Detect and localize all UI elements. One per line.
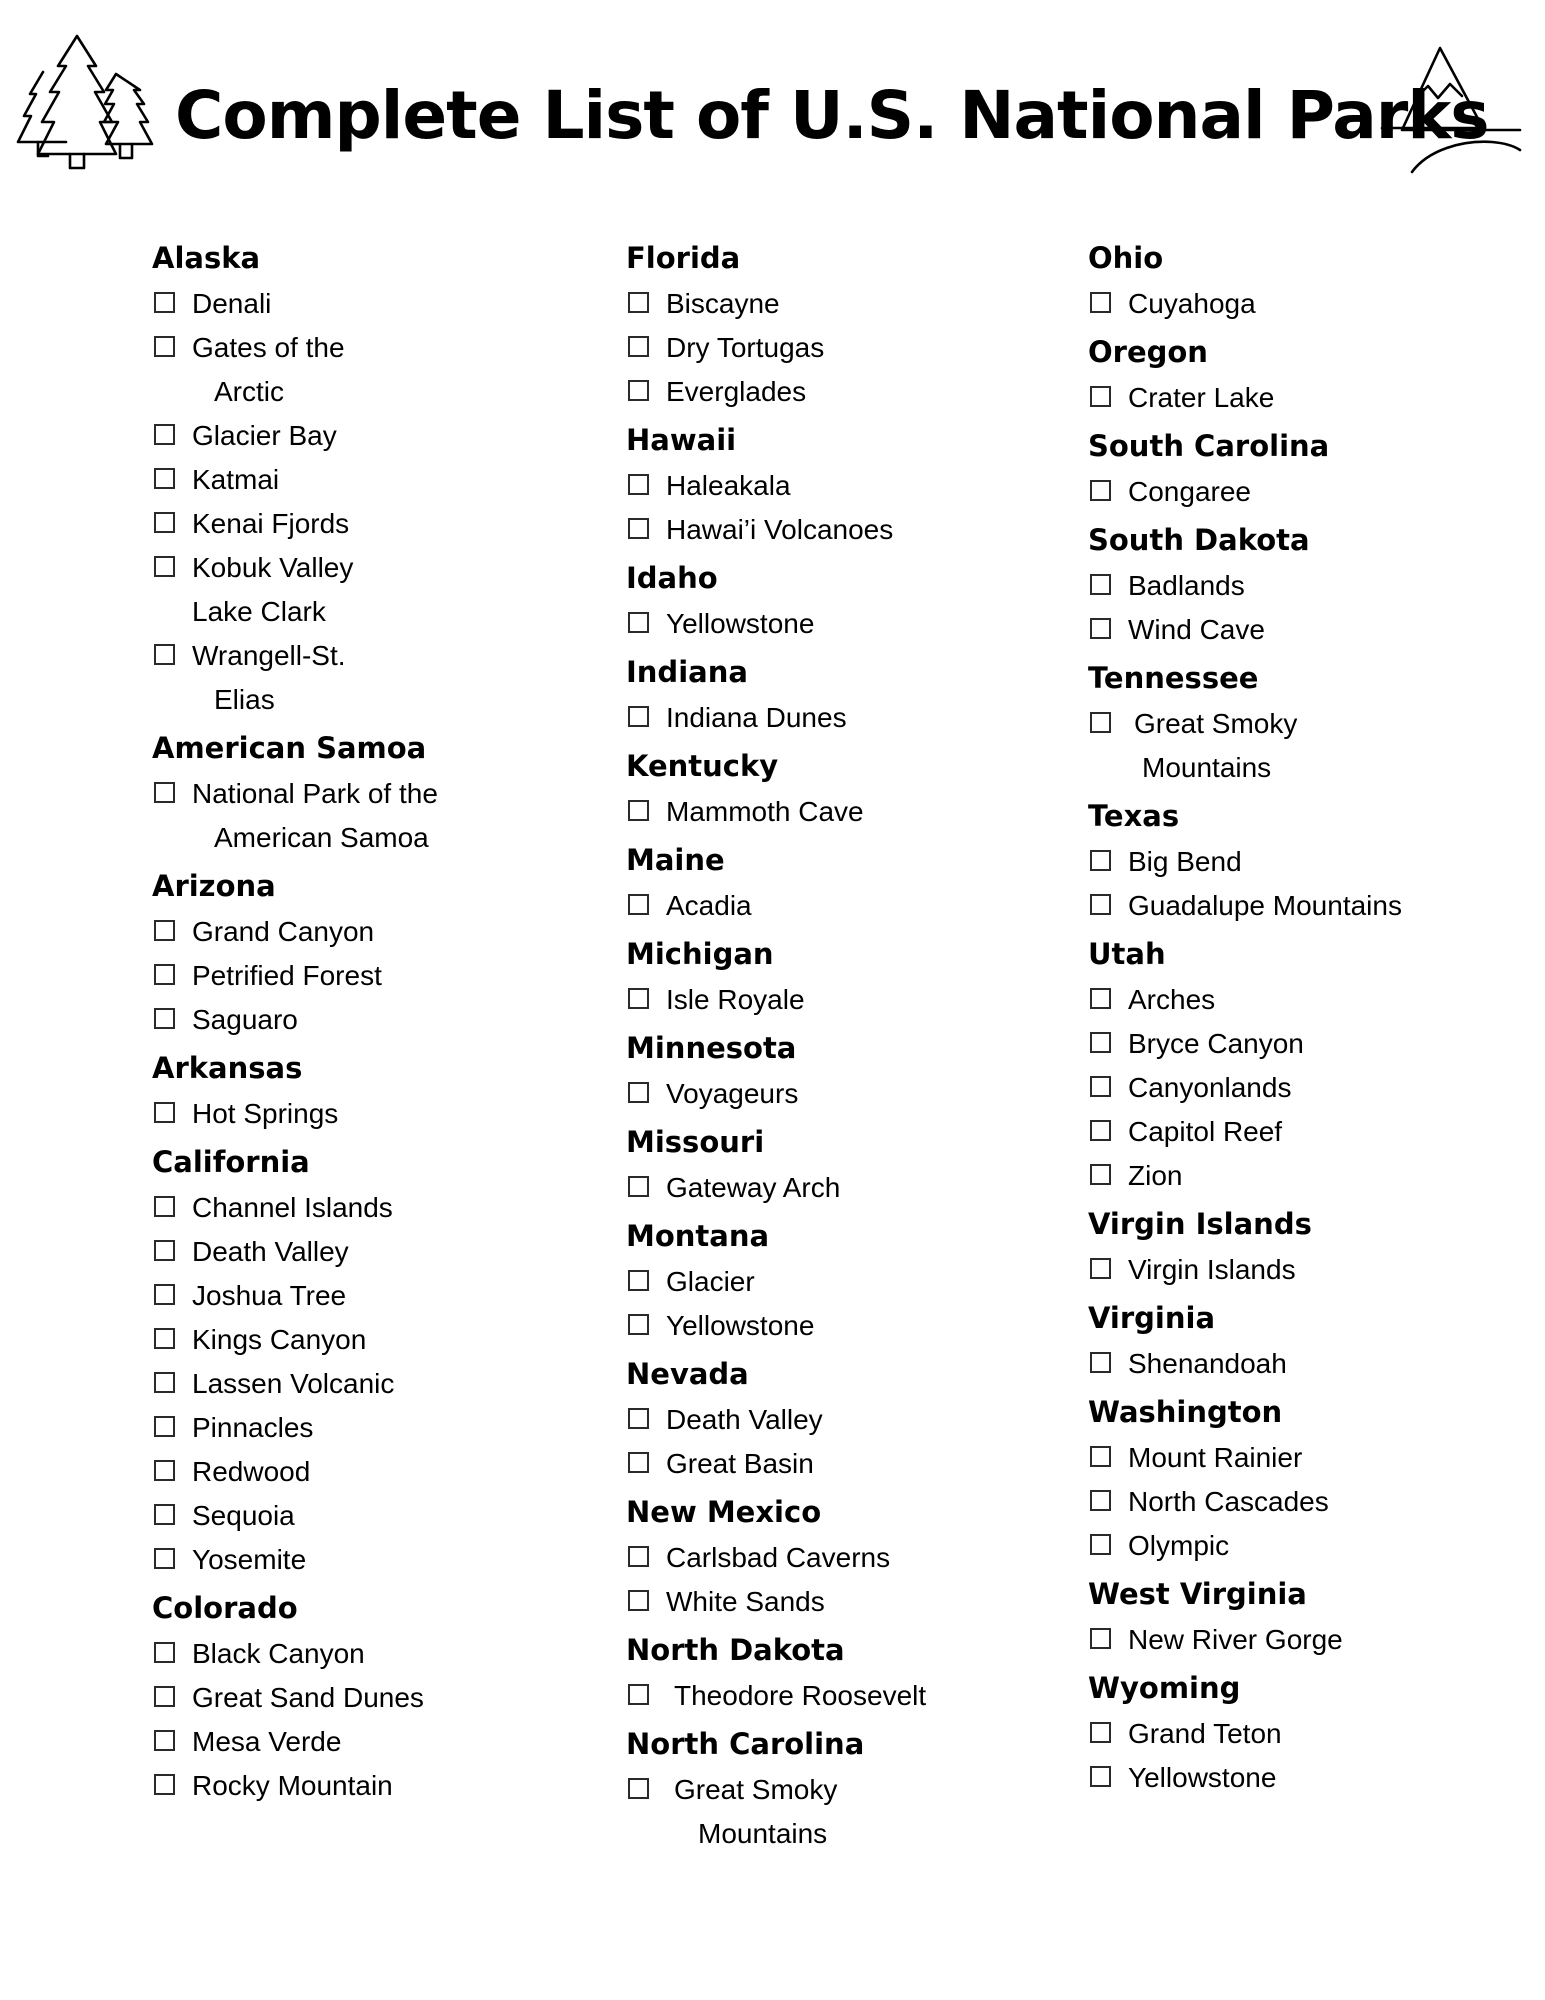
checkbox[interactable] (1090, 1164, 1111, 1185)
checkbox[interactable] (1090, 1352, 1111, 1373)
park-big-bend: Big Bend (1088, 840, 1528, 884)
state-heading-virginia: Virginia (1088, 1301, 1216, 1335)
checkbox[interactable] (628, 474, 649, 495)
state-heading-missouri: Missouri (626, 1125, 765, 1159)
checkbox[interactable] (1090, 1766, 1111, 1787)
park-denali: Denali (152, 282, 592, 326)
checkbox[interactable] (1090, 1722, 1111, 1743)
park-guadalupe-mountains: Guadalupe Mountains (1088, 884, 1528, 928)
checkbox[interactable] (154, 644, 175, 665)
park-glacier-bay: Glacier Bay (152, 414, 592, 458)
checkbox[interactable] (154, 1008, 175, 1029)
park-olympic: Olympic (1088, 1524, 1528, 1568)
state-heading-nevada: Nevada (626, 1357, 749, 1391)
park-congaree: Congaree (1088, 470, 1528, 514)
park-voyageurs: Voyageurs (626, 1072, 1066, 1116)
park-pinnacles: Pinnacles (152, 1406, 592, 1450)
state-heading-south-carolina: South Carolina (1088, 429, 1330, 463)
checkbox[interactable] (1090, 1446, 1111, 1467)
state-heading-hawaii: Hawaii (626, 423, 737, 457)
park-petrified-forest: Petrified Forest (152, 954, 592, 998)
checkbox[interactable] (1090, 988, 1111, 1009)
checkbox[interactable] (154, 1196, 175, 1217)
mountain-icon (1380, 40, 1525, 185)
checkbox[interactable] (1090, 292, 1111, 313)
checkbox[interactable] (628, 1314, 649, 1335)
checkbox[interactable] (1090, 618, 1111, 639)
park-kobuk-valley: Kobuk Valley (152, 546, 592, 590)
park-bryce-canyon: Bryce Canyon (1088, 1022, 1528, 1066)
state-heading-tennessee: Tennessee (1088, 661, 1259, 695)
checkbox[interactable] (1090, 894, 1111, 915)
park-gates-of-the-arctic: Gates of the Arctic (152, 326, 592, 414)
park-wind-cave: Wind Cave (1088, 608, 1528, 652)
park-acadia: Acadia (626, 884, 1066, 928)
state-heading-michigan: Michigan (626, 937, 774, 971)
checkbox[interactable] (1090, 1534, 1111, 1555)
park-yosemite: Yosemite (152, 1538, 592, 1582)
checkbox[interactable] (154, 1686, 175, 1707)
checkbox[interactable] (154, 1328, 175, 1349)
checkbox[interactable] (628, 988, 649, 1009)
checkbox[interactable] (154, 1240, 175, 1261)
state-heading-texas: Texas (1088, 799, 1180, 833)
checkbox[interactable] (1090, 1258, 1111, 1279)
park-katmai: Katmai (152, 458, 592, 502)
checkbox[interactable] (628, 612, 649, 633)
checkbox[interactable] (628, 1408, 649, 1429)
state-heading-minnesota: Minnesota (626, 1031, 797, 1065)
park-cuyahoga: Cuyahoga (1088, 282, 1528, 326)
park-black-canyon: Black Canyon (152, 1632, 592, 1676)
checkbox[interactable] (628, 800, 649, 821)
park-lassen-volcanic: Lassen Volcanic (152, 1362, 592, 1406)
checkbox[interactable] (154, 782, 175, 803)
checkbox[interactable] (154, 556, 175, 577)
checkbox[interactable] (628, 518, 649, 539)
state-heading-arizona: Arizona (152, 869, 276, 903)
checkbox[interactable] (154, 512, 175, 533)
state-heading-arkansas: Arkansas (152, 1051, 303, 1085)
park-glacier: Glacier (626, 1260, 1066, 1304)
column-1 (152, 238, 592, 1808)
checkbox[interactable] (628, 706, 649, 727)
checkbox[interactable] (154, 1548, 175, 1569)
park-mesa-verde: Mesa Verde (152, 1720, 592, 1764)
park-death-valley: Death Valley (152, 1230, 592, 1274)
park-virgin-islands: Virgin Islands (1088, 1248, 1528, 1292)
state-heading-idaho: Idaho (626, 561, 718, 595)
checkbox[interactable] (628, 336, 649, 357)
column-2 (626, 238, 1066, 1856)
checkbox[interactable] (154, 1102, 175, 1123)
page-header (0, 0, 1545, 190)
state-heading-north-carolina: North Carolina (626, 1727, 865, 1761)
checkbox[interactable] (1090, 712, 1111, 733)
park-redwood: Redwood (152, 1450, 592, 1494)
checkbox[interactable] (628, 1778, 649, 1799)
checkbox[interactable] (628, 292, 649, 313)
state-heading-wyoming: Wyoming (1088, 1671, 1241, 1705)
state-heading-north-dakota: North Dakota (626, 1633, 845, 1667)
park-channel-islands: Channel Islands (152, 1186, 592, 1230)
checkbox[interactable] (1090, 850, 1111, 871)
checkbox[interactable] (628, 1684, 649, 1705)
park-great-smoky-mountains-tn: Great Smoky Mountains (1088, 702, 1528, 790)
state-heading-utah: Utah (1088, 937, 1166, 971)
state-heading-ohio: Ohio (1088, 241, 1164, 275)
park-great-sand-dunes: Great Sand Dunes (152, 1676, 592, 1720)
state-heading-oregon: Oregon (1088, 335, 1208, 369)
state-heading-montana: Montana (626, 1219, 770, 1253)
park-hot-springs: Hot Springs (152, 1092, 592, 1136)
park-indiana-dunes: Indiana Dunes (626, 696, 1066, 740)
park-theodore-roosevelt: Theodore Roosevelt (626, 1674, 1066, 1718)
state-heading-virgin-islands: Virgin Islands (1088, 1207, 1312, 1241)
park-death-valley-nevada: Death Valley (626, 1398, 1066, 1442)
checkbox[interactable] (628, 380, 649, 401)
checkbox[interactable] (154, 1504, 175, 1525)
park-carlsbad-caverns: Carlsbad Caverns (626, 1536, 1066, 1580)
park-sequoia: Sequoia (152, 1494, 592, 1538)
checkbox[interactable] (154, 468, 175, 489)
checkbox[interactable] (154, 1284, 175, 1305)
park-zion: Zion (1088, 1154, 1528, 1198)
checkbox[interactable] (154, 424, 175, 445)
checkbox[interactable] (1090, 1032, 1111, 1053)
state-heading-new-mexico: New Mexico (626, 1495, 822, 1529)
state-heading-california: California (152, 1145, 310, 1179)
park-arches: Arches (1088, 978, 1528, 1022)
checkbox[interactable] (628, 1082, 649, 1103)
state-heading-alaska: Alaska (152, 241, 261, 275)
park-crater-lake: Crater Lake (1088, 376, 1528, 420)
park-dry-tortugas: Dry Tortugas (626, 326, 1066, 370)
pine-trees-icon (14, 32, 156, 172)
park-rocky-mountain: Rocky Mountain (152, 1764, 592, 1808)
state-heading-washington: Washington (1088, 1395, 1283, 1429)
state-heading-indiana: Indiana (626, 655, 748, 689)
park-joshua-tree: Joshua Tree (152, 1274, 592, 1318)
park-gateway-arch: Gateway Arch (626, 1166, 1066, 1210)
checkbox[interactable] (1090, 1120, 1111, 1141)
page-title: Complete List of U.S. National Parks (175, 77, 1489, 154)
checkbox[interactable] (154, 1416, 175, 1437)
state-heading-south-dakota: South Dakota (1088, 523, 1310, 557)
checkbox[interactable] (154, 1774, 175, 1795)
park-mount-rainier: Mount Rainier (1088, 1436, 1528, 1480)
park-hawaii-volcanoes: Hawai’i Volcanoes (626, 508, 1066, 552)
park-american-samoa: National Park of the American Samoa (152, 772, 592, 860)
park-great-smoky-mountains-nc: Great Smoky Mountains (626, 1768, 1066, 1856)
checkbox[interactable] (1090, 480, 1111, 501)
park-grand-canyon: Grand Canyon (152, 910, 592, 954)
checkbox[interactable] (154, 1372, 175, 1393)
state-heading-west-virginia: West Virginia (1088, 1577, 1307, 1611)
park-haleakala: Haleakala (626, 464, 1066, 508)
park-yellowstone-montana: Yellowstone (626, 1304, 1066, 1348)
park-canyonlands: Canyonlands (1088, 1066, 1528, 1110)
park-biscayne: Biscayne (626, 282, 1066, 326)
checkbox[interactable] (1090, 1490, 1111, 1511)
park-isle-royale: Isle Royale (626, 978, 1066, 1022)
park-north-cascades: North Cascades (1088, 1480, 1528, 1524)
park-everglades: Everglades (626, 370, 1066, 414)
state-heading-american-samoa: American Samoa (152, 731, 427, 765)
park-great-basin: Great Basin (626, 1442, 1066, 1486)
park-kenai-fjords: Kenai Fjords (152, 502, 592, 546)
checkbox[interactable] (628, 1546, 649, 1567)
checkbox[interactable] (1090, 574, 1111, 595)
park-capitol-reef: Capitol Reef (1088, 1110, 1528, 1154)
park-new-river-gorge: New River Gorge (1088, 1618, 1528, 1662)
checkbox[interactable] (628, 894, 649, 915)
checkbox[interactable] (628, 1452, 649, 1473)
park-lake-clark: Lake Clark (192, 596, 326, 627)
state-heading-kentucky: Kentucky (626, 749, 779, 783)
park-badlands: Badlands (1088, 564, 1528, 608)
state-heading-colorado: Colorado (152, 1591, 298, 1625)
column-3 (1088, 238, 1528, 1800)
state-heading-maine: Maine (626, 843, 725, 877)
checkbox[interactable] (154, 292, 175, 313)
checkbox[interactable] (154, 1460, 175, 1481)
checkbox[interactable] (154, 920, 175, 941)
park-yellowstone-idaho: Yellowstone (626, 602, 1066, 646)
checkbox[interactable] (1090, 1076, 1111, 1097)
park-shenandoah: Shenandoah (1088, 1342, 1528, 1386)
checkbox[interactable] (154, 1642, 175, 1663)
checkbox[interactable] (628, 1176, 649, 1197)
park-saguaro: Saguaro (152, 998, 592, 1042)
state-heading-florida: Florida (626, 241, 741, 275)
checkbox[interactable] (154, 336, 175, 357)
park-grand-teton: Grand Teton (1088, 1712, 1528, 1756)
checkbox[interactable] (628, 1590, 649, 1611)
checkbox[interactable] (154, 964, 175, 985)
park-yellowstone-wyoming: Yellowstone (1088, 1756, 1528, 1800)
checkbox[interactable] (1090, 1628, 1111, 1649)
checkbox[interactable] (628, 1270, 649, 1291)
park-white-sands: White Sands (626, 1580, 1066, 1624)
park-kings-canyon: Kings Canyon (152, 1318, 592, 1362)
checkbox[interactable] (154, 1730, 175, 1751)
park-mammoth-cave: Mammoth Cave (626, 790, 1066, 834)
checkbox[interactable] (1090, 386, 1111, 407)
park-wrangell-st-elias: Wrangell-St. Elias (152, 634, 592, 722)
